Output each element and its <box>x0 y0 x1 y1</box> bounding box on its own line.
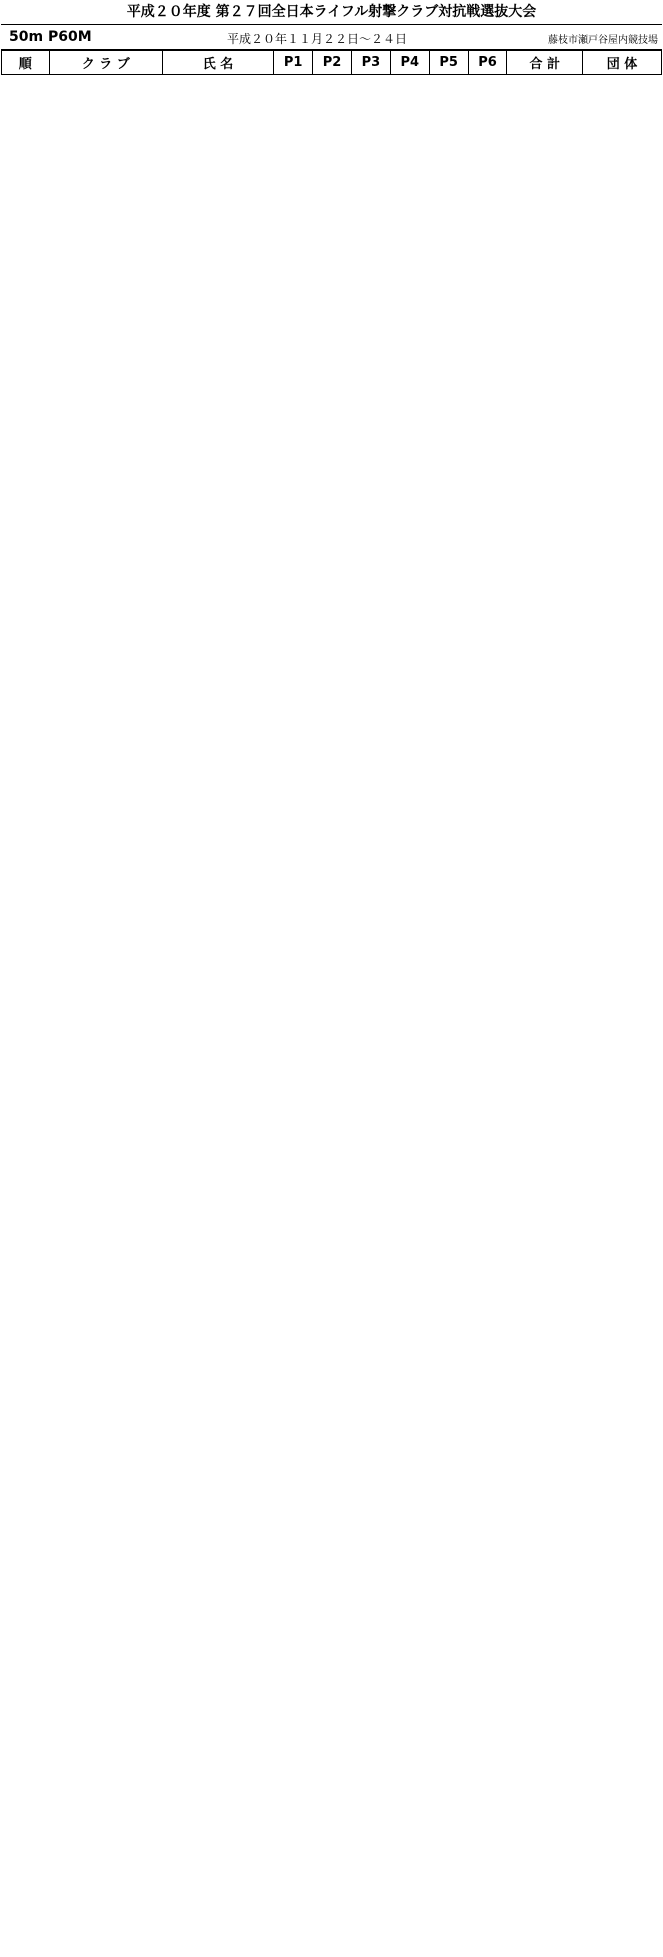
event-venue: 藤枝市瀬戸谷屋内競技場 <box>548 35 658 46</box>
event-name: 50m P60M <box>9 29 92 45</box>
event-info <box>1 25 662 50</box>
header-p5: P5 <box>429 51 468 75</box>
header-p4: P4 <box>390 51 429 75</box>
header-row <box>2 51 662 75</box>
header-team: 団 体 <box>583 51 662 75</box>
header-club: ク ラ ブ <box>49 51 162 75</box>
header-p2: P2 <box>313 51 352 75</box>
header-p3: P3 <box>351 51 390 75</box>
header-total: 合 計 <box>507 51 583 75</box>
header-p1: P1 <box>274 51 313 75</box>
results-page <box>1 0 662 75</box>
header-name: 氏 名 <box>162 51 273 75</box>
header-rank: 順 <box>2 51 50 75</box>
page-title: 平成２０年度 第２７回全日本ライフル射撃クラブ対抗戦選抜大会 <box>1 0 662 25</box>
header-p6: P6 <box>468 51 507 75</box>
results-table <box>1 50 662 75</box>
event-dates: 平成２０年１１月２２日～２４日 <box>227 32 408 46</box>
